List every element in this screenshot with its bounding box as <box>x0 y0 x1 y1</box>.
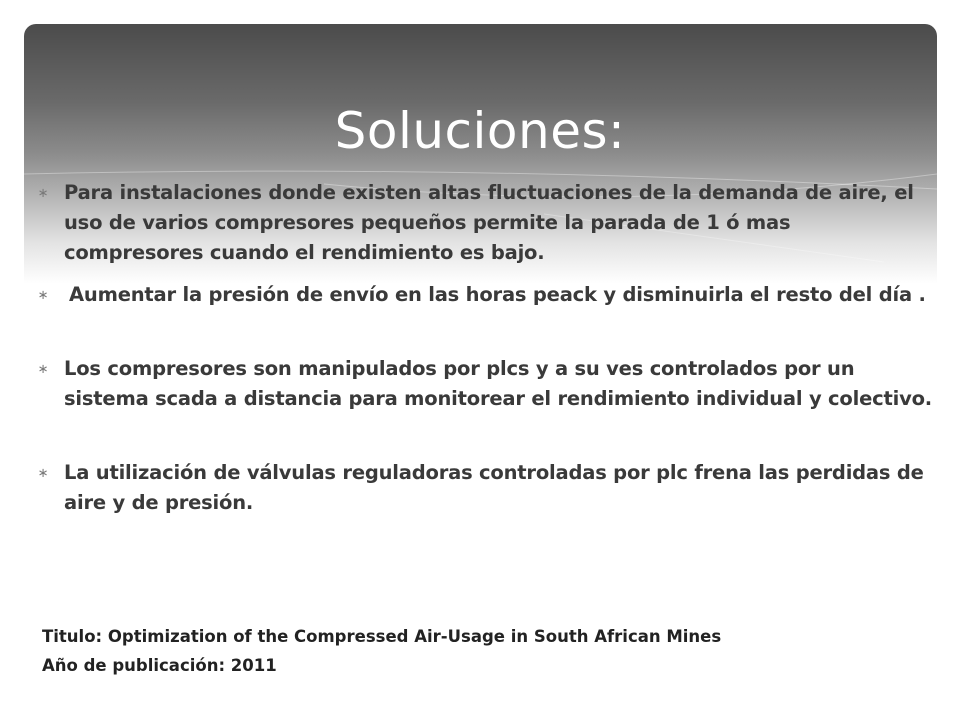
asterisk-icon: ∗ <box>37 362 49 377</box>
citation <box>42 622 721 680</box>
asterisk-icon: ∗ <box>37 288 49 303</box>
bullet-text: Los compresores son manipulados por plcs y a su ves controlados por un sistema scada a distancia para monitorear el rendimiento individual y colectivo. <box>64 357 932 410</box>
bullet-text: La utilización de válvulas reguladoras controladas por plc frena las perdidas de aire y de presión. <box>64 461 924 514</box>
bullet-item <box>36 458 936 518</box>
asterisk-icon: ∗ <box>37 466 49 481</box>
bullet-item <box>36 178 936 268</box>
bullet-list <box>36 178 936 518</box>
asterisk-icon: ∗ <box>37 186 49 201</box>
bullet-text: Para instalaciones donde existen altas fluctuaciones de la demanda de aire, el uso de varios compresores pequeños permite la parada de 1 ó mas compresores cuando el rendimiento es bajo. <box>64 181 914 264</box>
bullet-text: Aumentar la presión de envío en las horas peack y disminuirla el resto del día . <box>69 283 926 306</box>
citation-year: Año de publicación: 2011 <box>42 656 277 675</box>
bullet-item <box>36 280 936 310</box>
slide-title: Soluciones: <box>334 101 626 160</box>
citation-title: Titulo: Optimization of the Compressed Air-Usage in South African Mines <box>42 627 722 646</box>
bullet-item <box>36 354 936 414</box>
